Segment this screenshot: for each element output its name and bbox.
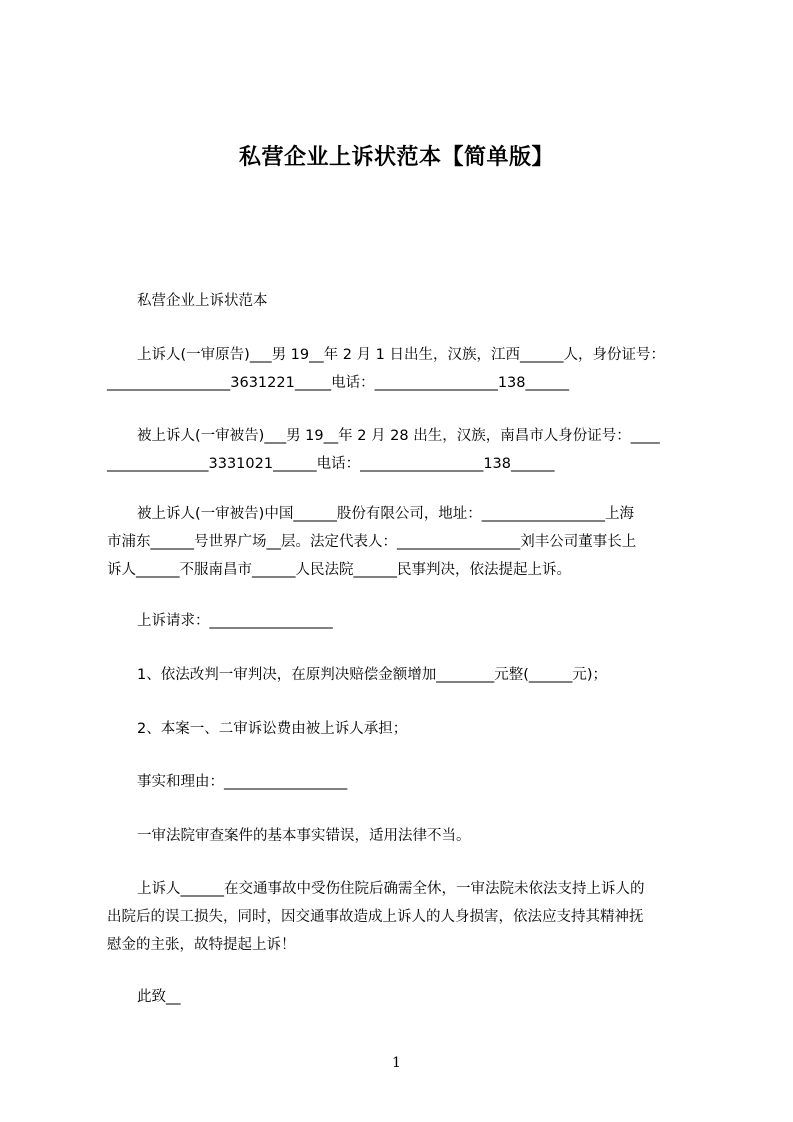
appellant-line-2: _________________3631221_____电话：_________________138______: [107, 375, 570, 391]
appellee-person-line-1: 被上诉人(一审被告)___男 19__年 2 月 28 出生，汉族，南昌市人身份证号：____: [137, 428, 660, 444]
closing-salutation: [107, 983, 707, 1011]
document-heading: [107, 287, 707, 315]
error-statement: [107, 822, 707, 850]
appellant-paragraph: [107, 341, 707, 397]
appellee-person-paragraph: [107, 422, 707, 478]
heading-text: 私营企业上诉状范本: [137, 293, 268, 309]
appellee-person-line-2: ______________3331021______电话：_________________138______: [107, 456, 555, 472]
reason-line-1: 上诉人______在交通事故中受伤住院后确需全休，一审法院未依法支持上诉人的: [137, 881, 645, 897]
appellee-company-line-1: 被上诉人(一审被告)中国______股份有限公司，地址：_________________上海: [137, 506, 635, 522]
appellee-company-line-2: 市浦东______号世界广场__层。法定代表人：_________________刘丰公司董事长上: [107, 534, 637, 550]
request-item-2: [107, 715, 707, 743]
appellant-line-1: 上诉人(一审原告)___男 19__年 2 月 1 日出生，汉族，江西______人，身份证号：: [137, 347, 666, 363]
request-item-1: [107, 661, 707, 689]
closing-text: 此致__: [137, 989, 181, 1005]
facts-heading-text: 事实和理由：_________________: [137, 774, 348, 790]
appeal-request-text: 上诉请求：_________________: [137, 613, 333, 629]
error-statement-text: 一审法院审查案件的基本事实错误，适用法律不当。: [137, 828, 471, 844]
request-item-1-text: 1、依法改判一审判决，在原判决赔偿金额增加________元整(______元)；: [137, 667, 608, 683]
page-number: 1: [392, 1055, 401, 1071]
reason-line-2: 出院后的误工损失，同时，因交通事故造成上诉人的人身损害，依法应支持其精神抚: [107, 909, 644, 925]
facts-heading: [107, 768, 707, 796]
appellee-company-line-3: 诉人______不服南昌市______人民法院______民事判决，依法提起上诉。: [107, 562, 571, 578]
appeal-request: [107, 607, 707, 635]
appellee-company-paragraph: [107, 500, 707, 584]
document-title: 私营企业上诉状范本【简单版】: [238, 145, 554, 170]
reason-line-3: 慰金的主张，故特提起上诉！: [107, 937, 296, 953]
reason-paragraph: [107, 875, 707, 959]
request-item-2-text: 2、本案一、二审诉讼费由被上诉人承担；: [137, 721, 408, 737]
